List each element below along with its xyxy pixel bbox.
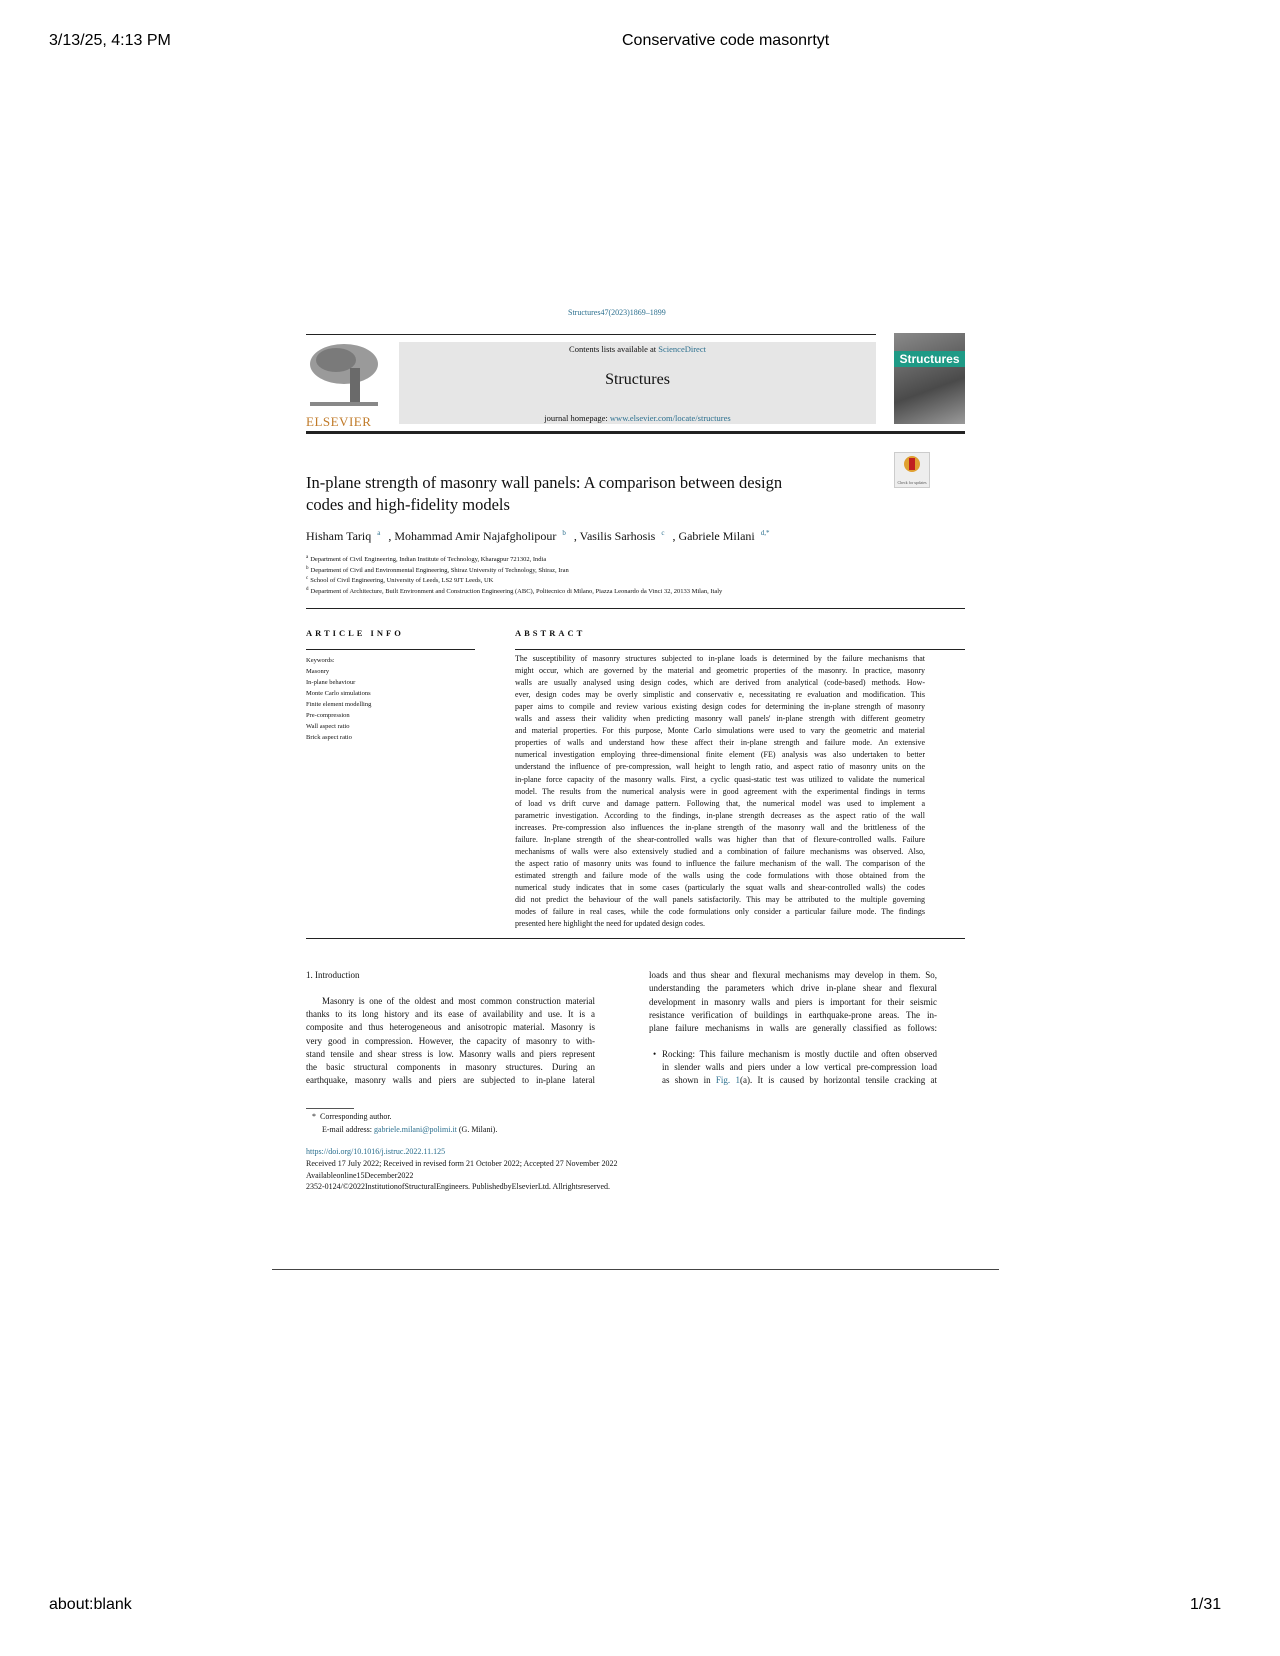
abstract-rule bbox=[515, 649, 965, 650]
affiliation bbox=[306, 566, 569, 574]
abstract-line: numerical study indicates that in some cases (particularly the squat walls and shear-controlled walls) the codes bbox=[515, 882, 925, 892]
abstract-line: ever, design codes may be overly simplistic and conservativ e, necessitating re evaluation and modification. This bbox=[515, 690, 925, 700]
abstract-line: the aspect ratio of masonry units was found to influence the failure mechanism of the wall. The comparison of the bbox=[515, 858, 925, 868]
affiliation-text: School of Civil Engineering, University of Leeds, LS2 9JT Leeds, UK bbox=[310, 577, 494, 585]
title-line: codes and high-fidelity models bbox=[306, 495, 510, 514]
intro-line: understanding the parameters which drive in-plane shear and flexural bbox=[649, 983, 937, 994]
intro-line: earthquake, masonry walls and piers are subjected to in-plane lateral bbox=[306, 1075, 595, 1086]
elsevier-wordmark: ELSEVIER bbox=[306, 414, 372, 429]
bullet-line: Rocking: This failure mechanism is mostly ductile and often observed bbox=[662, 1049, 937, 1059]
article-title bbox=[306, 472, 782, 516]
footnote-email: E-mail address: gabriele.milani@polimi.it (G. Milani). bbox=[322, 1125, 498, 1134]
keywords-label: Keywords: bbox=[306, 657, 335, 664]
crossmark-label: Check for updates bbox=[897, 480, 927, 485]
affiliation bbox=[306, 587, 722, 595]
affiliation bbox=[306, 555, 546, 563]
keyword: Masonry bbox=[306, 668, 330, 675]
contents-prefix: Contents lists available at bbox=[569, 344, 659, 354]
intro-line: composite and thus heterogeneous and anisotropic material. Masonry is bbox=[306, 1022, 595, 1033]
masthead-rule bbox=[306, 431, 965, 434]
figure-link[interactable]: Fig. 1 bbox=[715, 1075, 740, 1086]
abstract-line: walls are usually analysed using design codes, which are derived from analytical (code-based) methods. How- bbox=[515, 678, 925, 688]
cover-title: Structures bbox=[894, 351, 965, 367]
elsevier-tree-icon bbox=[306, 340, 382, 410]
print-title: Conservative code masonrtyt bbox=[622, 32, 830, 49]
bullet-icon: • bbox=[653, 1049, 657, 1059]
intro-line: the basic structural components in masonry structures. During an bbox=[306, 1062, 595, 1072]
author-affiliation-mark[interactable]: d,* bbox=[760, 529, 770, 537]
abstract-line: walls and assess their validity when predicting masonry wall panels' in-plane strength with different geometry bbox=[515, 714, 925, 724]
author-affiliation-mark[interactable]: b bbox=[562, 529, 566, 537]
affiliation bbox=[306, 576, 493, 584]
page-bottom-rule bbox=[272, 1269, 999, 1270]
bullet-line: in slender walls and piers under a low vertical pre-compression load bbox=[662, 1062, 937, 1073]
info-rule bbox=[306, 649, 475, 650]
homepage-link[interactable]: www.elsevier.com/locate/structures bbox=[609, 413, 731, 423]
abstract-heading: ABSTRACT bbox=[515, 628, 586, 638]
crossmark-icon bbox=[903, 455, 921, 475]
intro-line: plane failure mechanisms in walls are generally classified as follows: bbox=[649, 1023, 937, 1034]
author-affiliation-mark[interactable]: c bbox=[661, 529, 665, 537]
journal-name: Structures bbox=[605, 371, 670, 388]
email-link[interactable]: gabriele.milani@polimi.it bbox=[373, 1125, 457, 1134]
abstract-line: properties of walls and understand how these affect their in-plane strength and failure mode. An extensive bbox=[515, 738, 925, 748]
author-name: , Mohammad Amir Najafgholipour bbox=[388, 529, 557, 543]
abstract-line: parametric investigation. According to the findings, in-plane strength decreases as the aspect ratio of the wall bbox=[515, 810, 925, 820]
abstract-line: of load vs drift curve and damage pattern. Following that, the numerical model was used to implement a bbox=[515, 798, 925, 808]
abstract-line: did not predict the behaviour of the wall panels satisfactorily. This may be attributed to the multiple governing bbox=[515, 895, 925, 904]
author-affiliation-mark[interactable]: a bbox=[377, 529, 381, 537]
intro-line: loads and thus shear and flexural mechanisms may develop in them. So, bbox=[649, 970, 937, 980]
top-rule bbox=[306, 334, 876, 335]
abstract-bottom-rule bbox=[306, 938, 965, 939]
intro-line: resistance verification of buildings in earthquake-prone areas. The in- bbox=[649, 1009, 937, 1020]
intro-line: development in masonry walls and piers is important for their seismic bbox=[649, 996, 937, 1007]
print-url: about:blank bbox=[49, 1596, 132, 1613]
crossmark-badge[interactable] bbox=[894, 452, 930, 488]
affiliation-text: Department of Civil and Environmental Engineering, Shiraz University of Technology, Shiraz, Iran bbox=[310, 566, 569, 574]
affiliation-text: Department of Civil Engineering, Indian Institute of Technology, Kharagpur 721302, India bbox=[310, 556, 547, 564]
title-line: In-plane strength of masonry wall panels: A comparison between design bbox=[306, 473, 783, 492]
keyword: In-plane behaviour bbox=[306, 679, 356, 686]
bullet-line: as shown in Fig. 1(a). It is caused by horizontal tensile cracking at bbox=[662, 1075, 937, 1086]
journal-masthead bbox=[399, 342, 876, 424]
abstract-line: might occur, which are governed by the material and geometric properties of the masonry. In practice, masonry bbox=[515, 666, 925, 676]
author-name: , Vasilis Sarhosis bbox=[573, 529, 656, 543]
print-date: 3/13/25, 4:13 PM bbox=[49, 32, 171, 49]
keyword: Pre-compression bbox=[306, 712, 350, 719]
affiliation-mark: d bbox=[306, 586, 309, 592]
intro-line: stand tensile and shear stress is low. Masonry walls and piers represent bbox=[306, 1048, 595, 1059]
abstract-line: mechanisms of walls were also extensively studied and a combination of failure mechanisms was observed. Also, bbox=[515, 846, 925, 856]
abstract-line: in-plane force capacity of the masonry walls. First, a cyclic quasi-static test was utilized to validate the numerical bbox=[515, 774, 925, 784]
available-online: Availableonline15December2022 bbox=[306, 1171, 414, 1180]
author-name: Hisham Tariq bbox=[306, 529, 372, 543]
intro-line: very good in compression. However, the capacity of masonry to with- bbox=[306, 1035, 595, 1046]
elsevier-logo bbox=[306, 340, 382, 429]
journal-citation[interactable]: Structures47(2023)1869–1899 bbox=[568, 308, 666, 317]
affiliation-text: Department of Architecture, Built Environment and Construction Engineering (ABC), Politecnico di Milano, Piazza Leonardo da Vinci 32, 20133 Milan, Italy bbox=[310, 587, 723, 595]
keyword: Monte Carlo simulations bbox=[306, 690, 371, 697]
affiliation-rule bbox=[306, 608, 965, 609]
abstract-line: increases. Pre-compression also influences the in-plane strength of the masonry wall and the brittleness of the bbox=[515, 822, 925, 832]
abstract-line: numerical investigation employing three-dimensional finite element (FE) analysis was also undertaken to better bbox=[515, 750, 925, 760]
abstract-line: and material properties. For this purpose, Monte Carlo simulations were used to vary the geometric and material bbox=[515, 726, 925, 736]
footnote-rule bbox=[306, 1108, 354, 1109]
homepage-prefix: journal homepage: bbox=[544, 413, 610, 423]
article-info-heading: ARTICLE INFO bbox=[306, 628, 404, 638]
keyword: Finite element modelling bbox=[306, 701, 372, 708]
abstract-line: modes of failure in real cases, while the code formulations only consider a particular failure mode. The findings bbox=[515, 907, 925, 917]
abstract-line: model. The results from the numerical analysis were in good agreement with the experimental findings in terms bbox=[515, 786, 925, 796]
abstract-line: failure. In-plane strength of the shear-controlled walls was higher than that of flexure-controlled walls. Failure bbox=[515, 834, 925, 844]
footnote-corresponding: * Corresponding author. bbox=[312, 1112, 392, 1121]
author-list bbox=[306, 529, 778, 544]
keywords-block bbox=[306, 655, 371, 743]
abstract-line: presented here highlight the need for updated design codes. bbox=[515, 919, 705, 929]
author-name: , Gabriele Milani bbox=[672, 529, 755, 543]
received-dates: Received 17 July 2022; Received in revised form 21 October 2022; Accepted 27 November 2022 bbox=[306, 1159, 618, 1168]
affiliation-mark: a bbox=[306, 555, 309, 560]
doi-link[interactable]: https://doi.org/10.1016/j.istruc.2022.11.125 bbox=[306, 1147, 446, 1156]
affiliation-mark: c bbox=[306, 576, 309, 581]
abstract-line: understand the influence of pre-compression, wall height to length ratio, and aspect ratio of masonry units on the bbox=[515, 762, 925, 772]
affiliation-mark: b bbox=[306, 565, 309, 571]
intro-line: thanks to its long history and its ease of availability and use. It is a bbox=[306, 1009, 595, 1020]
copyright: 2352-0124/©2022InstitutionofStructuralEngineers. PublishedbyElsevierLtd. Allrightsreserved. bbox=[306, 1182, 611, 1191]
page-number: 1/31 bbox=[1190, 1596, 1222, 1613]
intro-line: Masonry is one of the oldest and most common construction material bbox=[322, 996, 595, 1006]
abstract-line: The susceptibility of masonry structures subjected to in-plane loads is determined by the failure mechanisms that bbox=[515, 654, 925, 663]
keyword: Wall aspect ratio bbox=[306, 723, 350, 730]
keyword: Brick aspect ratio bbox=[306, 734, 352, 741]
journal-cover bbox=[894, 333, 965, 424]
intro-heading: 1. Introduction bbox=[306, 970, 360, 980]
abstract-line: paper aims to compile and review various existing design codes for determining the in-plane strength of masonry bbox=[515, 702, 925, 712]
abstract-line: estimated strength and failure mode of the walls using the code formulations with those obtained from the bbox=[515, 870, 925, 880]
sciencedirect-link[interactable]: ScienceDirect bbox=[658, 344, 706, 354]
